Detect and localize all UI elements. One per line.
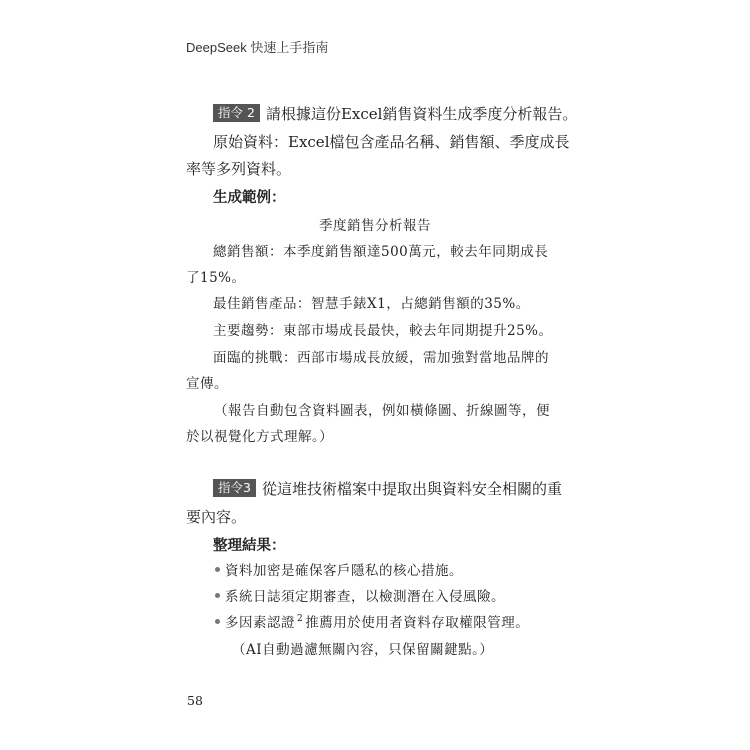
report-title: 季度銷售分析報告 [319,218,431,234]
prompt-2-line-3: 率等多列資料。 [186,160,292,178]
bullet-item-2 [215,585,505,605]
bullet-item-1 [215,559,463,579]
bullet-item-1-text: 資料加密是確保客戶隱私的核心措施。 [225,563,463,579]
prompt-3-text: 從這堆技術檔案中提取出與資料安全相關的重 [261,480,562,498]
note-line-1: （報告自動包含資料圖表，例如橫條圖、折線圖等，便 [214,403,550,419]
bullet-dot-icon [215,593,220,598]
prompt-2-line-1 [213,103,577,124]
challenge-line-1: 面臨的挑戰：西部市場成長放緩，需加強對當地品牌的 [213,350,549,366]
prompt-3-note: （AI自動過濾無關內容，只保留關鍵點。） [232,642,494,658]
prompt-3-badge: 指令3 [213,479,256,497]
prompt-3-line-1 [213,478,562,499]
bullet-dot-icon [215,567,220,572]
bullet-item-2-text: 系統日誌須定期審查，以檢測潛在入侵風險。 [225,589,505,605]
prompt-2-text: 請根據這份Excel銷售資料生成季度分析報告。 [265,105,578,123]
note-line-2: 於以視覺化方式理解。） [186,429,334,445]
footnote-marker: 2 [297,614,304,624]
running-head: DeepSeek 快速上手指南 [186,40,329,55]
bullet-item-3 [215,611,529,631]
total-sales-line-2: 了15%。 [186,270,246,286]
best-product-line: 最佳銷售產品：智慧手錶X1，占總銷售額的35%。 [213,296,530,312]
prompt-3-line-2: 要內容。 [186,508,247,526]
challenge-line-2: 宣傳。 [186,376,228,392]
total-sales-line-1: 總銷售額：本季度銷售額達500萬元，較去年同期成長 [213,244,549,260]
page-number: 58 [187,693,203,708]
bullet-dot-icon [215,619,220,624]
prompt-2-line-2: 原始資料：Excel檔包含產品名稱、銷售額、季度成長 [213,133,570,151]
example-heading: 生成範例： [213,190,286,206]
bullet-item-3-text-b: 推薦用於使用者資料存取權限管理。 [305,615,530,631]
result-heading: 整理結果： [213,538,286,554]
prompt-2-badge: 指令 2 [213,104,260,122]
trend-line: 主要趨勢：東部市場成長最快，較去年同期提升25%。 [213,323,553,339]
bullet-item-3-text-a: 多因素認證 [225,615,295,631]
